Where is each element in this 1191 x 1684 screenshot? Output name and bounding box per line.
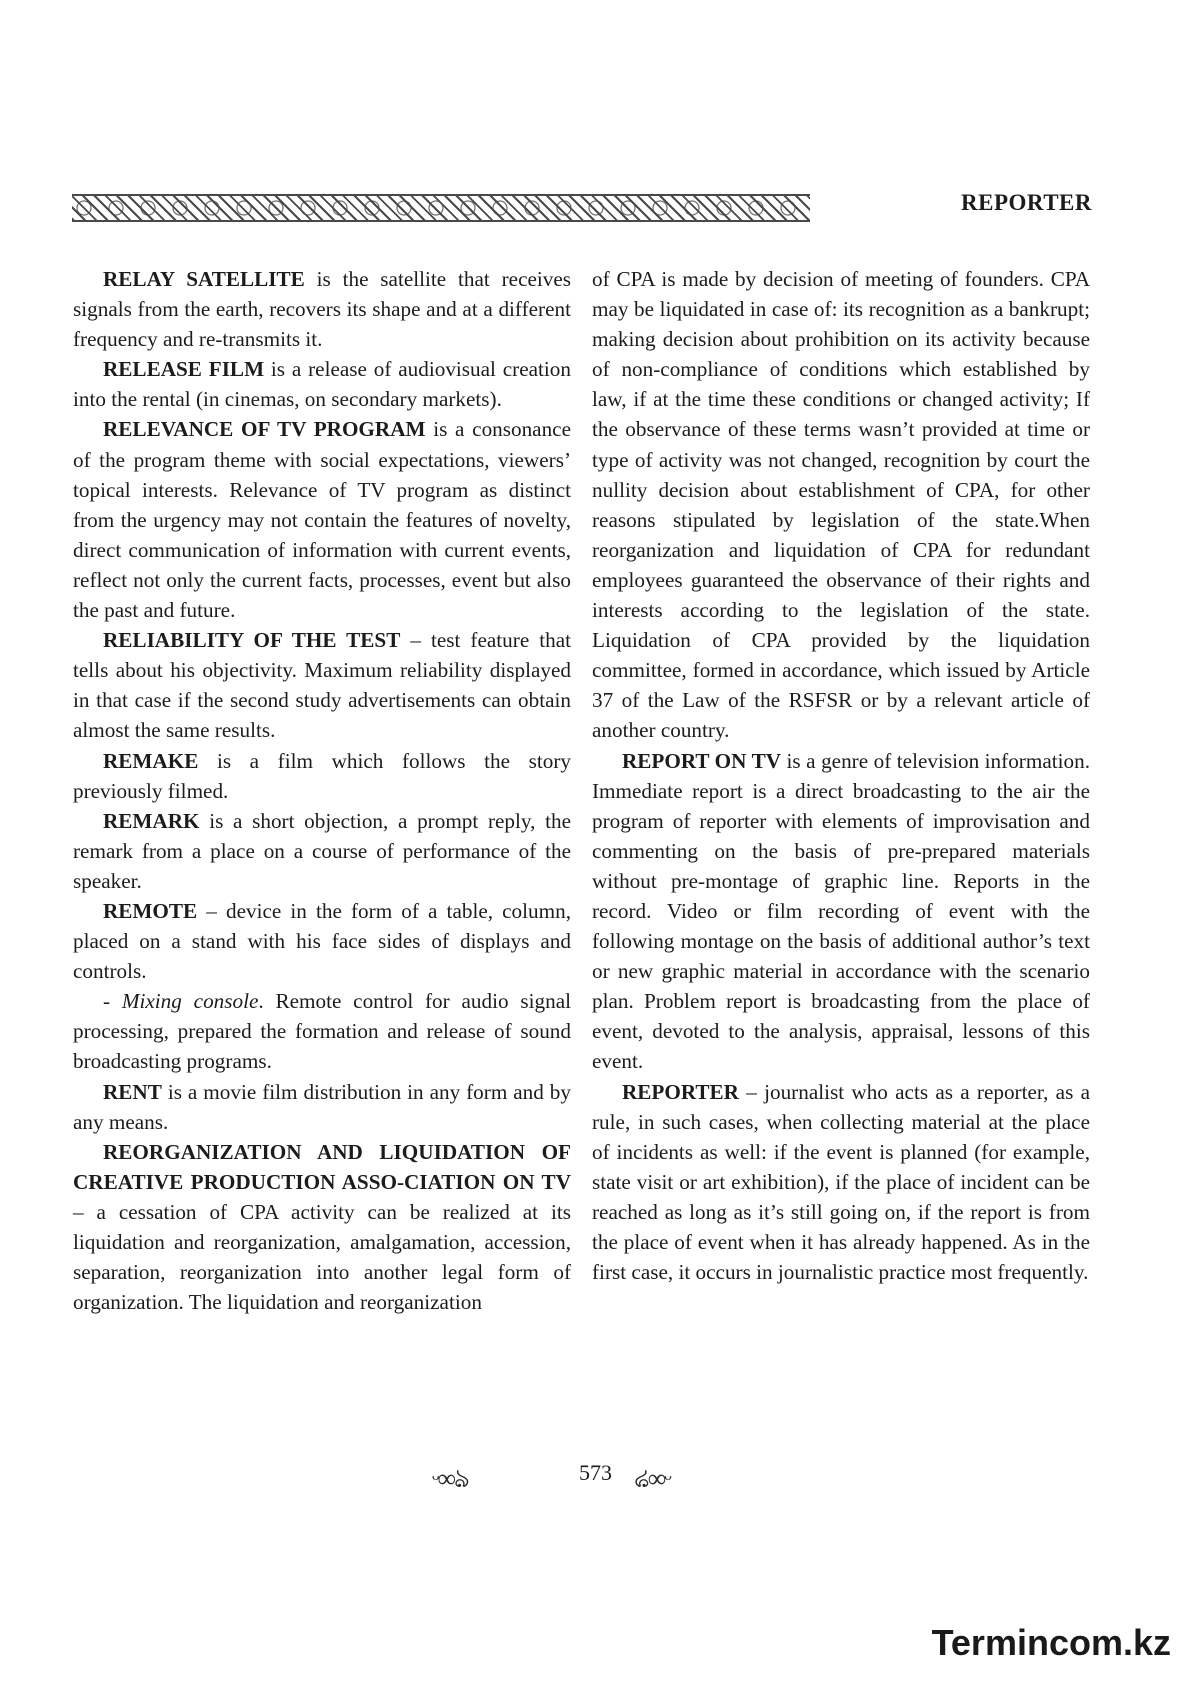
- entry-remark: [73, 806, 571, 896]
- entry-rent: [73, 1077, 571, 1137]
- running-head: REPORTER: [961, 190, 1092, 215]
- right-column: [592, 264, 1090, 1287]
- entry-relay-satellite: [73, 264, 571, 354]
- entry-definition: – a cessation of CPA activity can be realized at its liquidation and reorganization, amalgamation, accession, separation, reorganization into another legal form of organization. The liquidation and reorganization: [73, 1199, 571, 1315]
- entry-definition: is a film which follows the story previously filmed.: [73, 748, 571, 803]
- entry-definition: is a genre of television information. Immediate report is a direct broadcasting to the air the program of reporter with elements of improvisation and commenting on the basis of pre-prepared materials without pre-montage of graphic line. Reports in the record. Video or film recording of event with the following montage on the basis of additional author’s text or new graphic material in accordance with the scenario plan. Problem report is broadcasting from the place of event, devoted to the analysis, appraisal, lessons of this event.: [592, 748, 1090, 1074]
- entry-definition: . Remote control for audio signal processing, prepared the formation and release of sound broadcasting programs.: [73, 989, 571, 1074]
- entry-definition: is a short objection, a prompt reply, the remark from a place on a course of performance of the speaker.: [73, 808, 571, 893]
- entry-definition: – journalist who acts as a reporter, as a rule, in such cases, when collecting material at the place of incidents as well: if the event is planned (for example, state visit or art exhibition), if the place of incident can be reached as long as it’s still going on, if the report is from the place of event when it has already happened. As in the first case, it occurs in journalistic practice most frequently.: [592, 1079, 1090, 1285]
- page-footer: [0, 1450, 1191, 1493]
- entry-term: REMARK: [103, 808, 200, 833]
- logo-text: Termincom.kz: [931, 1622, 1171, 1663]
- footer-ornament-right-icon: ᵕ∞ঌ: [636, 1464, 672, 1493]
- entry-definition: is the satellite that receives signals from the earth, recovers its shape and at a different frequency and re-transmits it.: [73, 267, 572, 352]
- entry-reorganization-liquidation: [73, 1137, 571, 1318]
- entry-release-film: [73, 354, 571, 414]
- entry-reporter: [592, 1077, 1090, 1288]
- entry-reliability-test: [73, 625, 571, 745]
- entry-remote: [73, 896, 571, 986]
- entry-term: RELAY SATELLITE: [103, 267, 305, 291]
- entry-remake: [73, 746, 571, 806]
- page-header: [72, 190, 1092, 226]
- entry-italic-term: - Mixing console: [103, 989, 259, 1014]
- entry-report-on-tv: [592, 746, 1090, 1077]
- entry-mixing-console: [73, 986, 571, 1076]
- entry-term: REMOTE: [103, 898, 198, 923]
- entry-definition: – test feature that tells about his objectivity. Maximum reliability displayed in that case if the second study advertisements can obtain almost the same results.: [73, 628, 572, 743]
- entry-term: RELIABILITY OF THE TEST: [103, 628, 401, 653]
- entry-term: REPORTER: [622, 1079, 739, 1104]
- entry-relevance-tv-program: [73, 414, 571, 625]
- entry-term: RELEVANCE OF TV PROGRAM: [103, 417, 426, 442]
- entry-term: REORGANIZATION AND LIQUIDATION OF CREATIVE PRODUCTION ASSO-CIATION ON TV: [73, 1139, 571, 1194]
- entry-definition: of CPA is made by decision of meeting of founders. CPA may be liquidated in case of: its recognition as a bankrupt; making decision about prohibition on its activity because of non-compliance of conditions which established by law, if at the time these conditions or changed activity; If the observance of these terms wasn’t provided at time or type of activity was not changed, recognition by court the nullity decision about establishment of CPA, for other reasons stipulated by legislation of the state.When reorganization and liquidation of CPA for redundant employees guaranteed the observance of their rights and interests according to the legislation of the state. Liquidation of CPA provided by the liquidation committee, formed in accordance, which issued by Article 37 of the Law of the RSFSR or by a relevant article of another country.: [592, 267, 1090, 743]
- entry-definition: is a consonance of the program theme with social expectations, viewers’ topical interests. Relevance of TV program as distinct from the urgency may not contain the features of novelty, direct communication of information with current events, reflect not only the current facts, processes, event but also the past and future.: [73, 417, 571, 623]
- entry-continuation: [592, 264, 1090, 746]
- entry-term: RENT: [103, 1079, 162, 1104]
- page-number: 573: [579, 1460, 612, 1485]
- footer-ornament-left-icon: ᵕ∞ঌ: [432, 1464, 468, 1493]
- entry-term: RELEASE FILM: [103, 357, 265, 382]
- site-logo: [932, 1622, 1171, 1664]
- entry-definition: is a movie film distribution in any form and by any means.: [73, 1079, 571, 1134]
- entry-term: REMAKE: [103, 748, 199, 773]
- left-column: [73, 264, 571, 1317]
- entry-definition: – device in the form of a table, column, placed on a stand with his face sides of displays and controls.: [73, 898, 571, 984]
- decorative-ornament-band: [72, 194, 810, 222]
- entry-definition: is a release of audiovisual creation into the rental (in cinemas, on secondary markets).: [73, 357, 571, 412]
- entry-term: REPORT ON TV: [622, 748, 782, 773]
